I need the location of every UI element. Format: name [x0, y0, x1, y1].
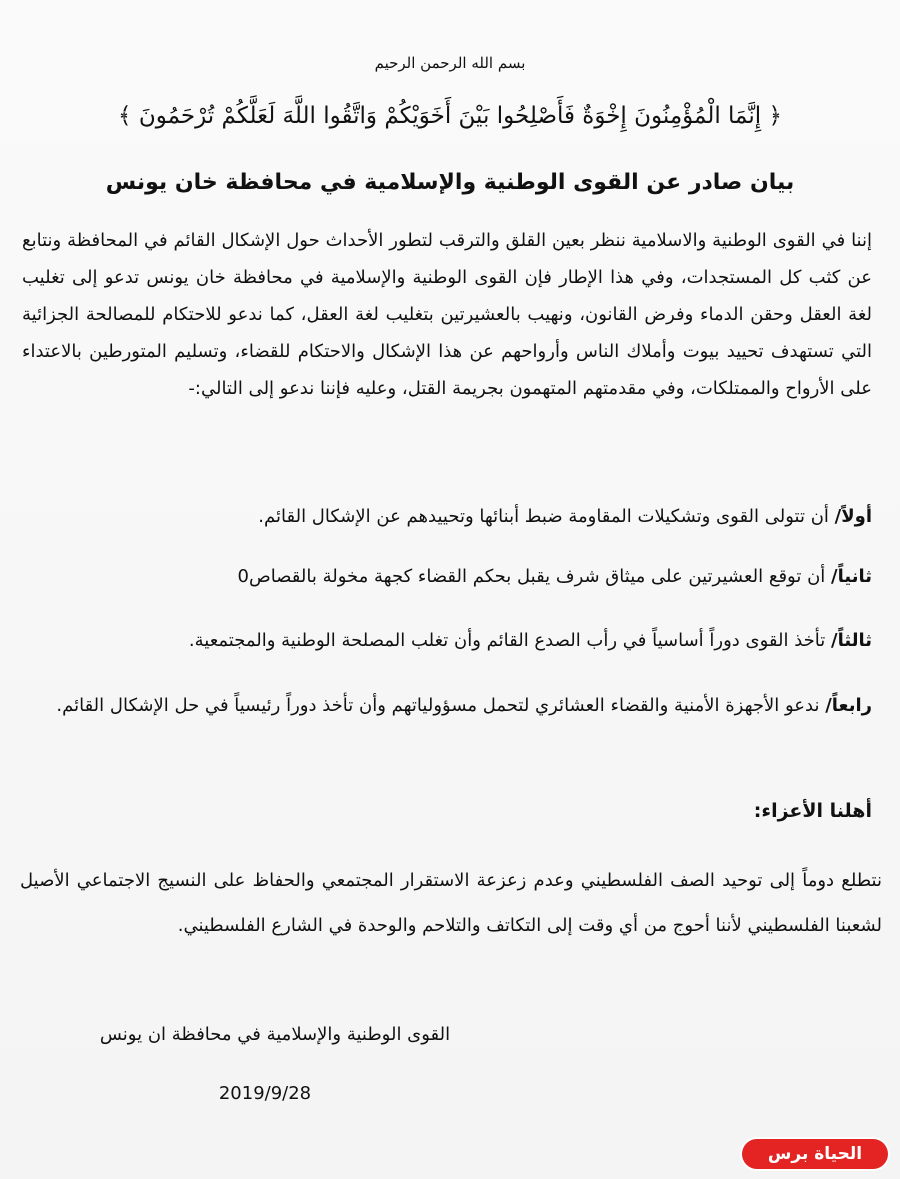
- statement-date: 2019/9/28: [218, 1083, 312, 1104]
- item-text: أن تتولى القوى وتشكيلات المقاومة ضبط أبنائها وتحييدهم عن الإشكال القائم.: [258, 506, 835, 527]
- closing-paragraph: نتطلع دوماً إلى توحيد الصف الفلسطيني وعدم زعزعة الاستقرار المجتمعي والحفاظ على النسيج الاجتماعي الأصيل لشعبنا الفلسطيني لأننا أحوج من أي وقت إلى التكاتف والتلاحم والوحدة في الشارع الفلسطيني.: [20, 870, 882, 936]
- list-item: [22, 621, 872, 661]
- intro-paragraph: إننا في القوى الوطنية والاسلامية ننظر بعين القلق والترقب لتطور الأحداث حول الإشكال القائم في المحافظة ونتابع عن كثب كل المستجدات، وفي هذا الإطار فإن القوى الوطنية والإسلامية في محافظة خان يونس تدعو إلى تغليب لغة العقل وحقن الدماء وفرض القانون، ونهيب بالعشيرتين بتغليب لغة العقل، كما ندعو للاحتكام للمصالحة الجزائية التي تستهدف تحييد بيوت وأملاك الناس وأرواحهم عن هذا الإشكال والاحتكام للقضاء، وتسليم المتورطين بالاعتداء على الأرواح والممتلكات، وفي مقدمتهم المتهمون بجريمة القتل، وعليه فإننا ندعو إلى التالي:-: [22, 230, 872, 399]
- item-label: رابعاً/: [825, 695, 872, 716]
- list-item: [22, 686, 872, 726]
- item-label: ثانياً/: [831, 566, 872, 587]
- signature: القوى الوطنية والإسلامية في محافظة ان يونس: [99, 1024, 451, 1045]
- list-item: [22, 497, 872, 537]
- section-heading: أهلنا الأعزاء:: [753, 800, 872, 822]
- item-label: أولاً/: [834, 506, 872, 527]
- item-label: ثالثاً/: [831, 630, 872, 651]
- watermark-text: الحياة برس: [767, 1144, 863, 1164]
- item-text: ندعو الأجهزة الأمنية والقضاء العشائري لتحمل مسؤولياتهم وأن تأخذ دوراً رئيسياً في حل الإشكال القائم.: [56, 695, 826, 716]
- item-text: أن توقع العشيرتين على ميثاق شرف يقبل بحكم القضاء كجهة مخولة بالقصاص0: [237, 566, 832, 587]
- statement-title: بيان صادر عن القوى الوطنية والإسلامية في محافظة خان يونس: [105, 170, 795, 195]
- item-text: تأخذ القوى دوراً أساسياً في رأب الصدع القائم وأن تغلب المصلحة الوطنية والمجتمعية.: [188, 630, 832, 651]
- basmala: بسم الله الرحمن الرحيم: [374, 54, 526, 72]
- list-item: [22, 557, 872, 597]
- watermark-logo: [742, 1139, 888, 1169]
- quran-verse: ﴿ إِنَّمَا الْمُؤْمِنُونَ إِخْوَةٌ فَأَصْلِحُوا بَيْنَ أَخَوَيْكُمْ وَاتَّقُوا اللَّهَ لَعَلَّكُمْ تُرْحَمُونَ ﴾: [118, 103, 782, 129]
